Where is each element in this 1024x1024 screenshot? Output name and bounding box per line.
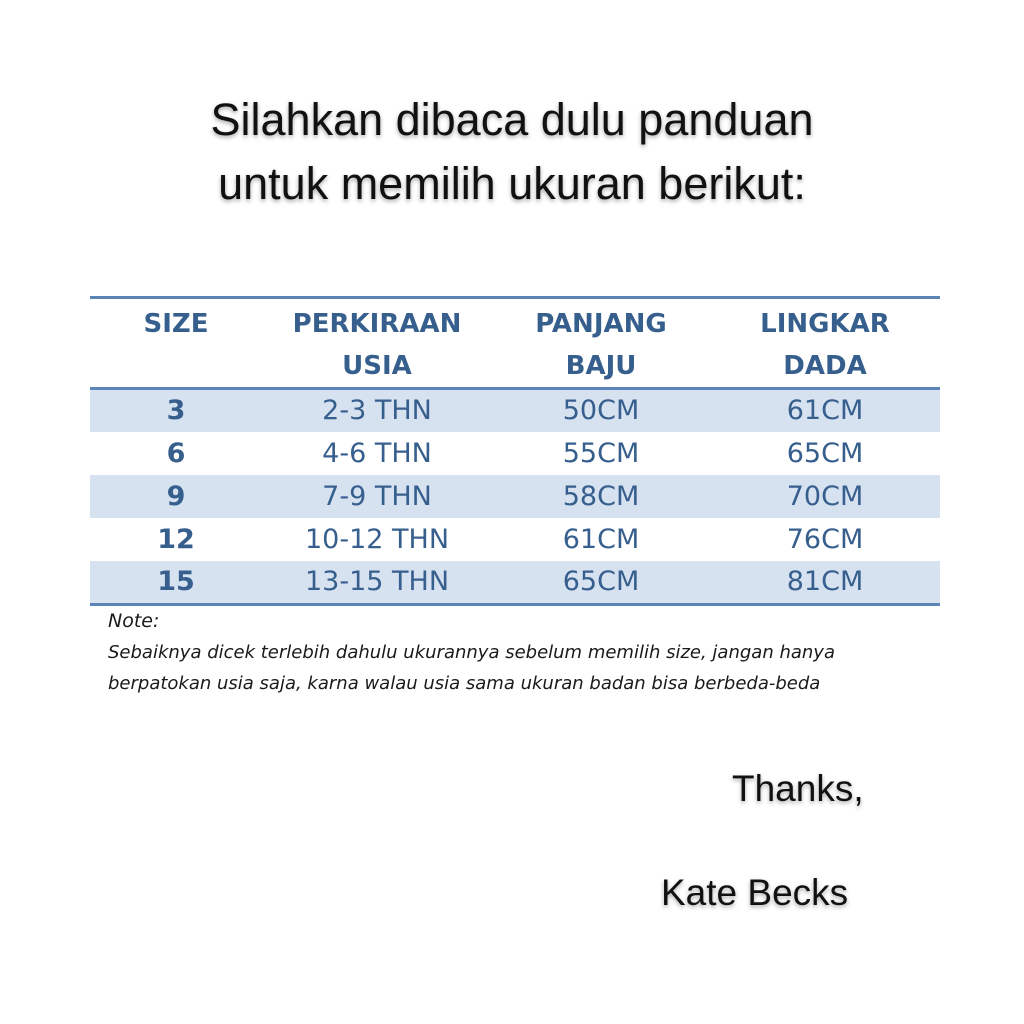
note-label: Note: <box>108 610 160 632</box>
cell-size: 6 <box>166 437 186 469</box>
table-row <box>90 389 940 433</box>
header-age-line-1: PERKIRAAN <box>292 309 462 339</box>
header-chest-line-1: LINGKAR <box>760 309 890 339</box>
cell-chest: 81CM <box>786 566 864 597</box>
cell-age: 7-9 THN <box>322 480 432 512</box>
size-chart <box>90 296 940 606</box>
cell-length: 61CM <box>562 523 640 555</box>
table-row <box>90 561 940 605</box>
cell-length: 58CM <box>562 480 640 512</box>
header-age-line-2: USIA <box>342 351 412 381</box>
header-length-line-2: BAJU <box>565 351 637 381</box>
header-size-line-1: SIZE <box>143 309 209 339</box>
note-line-2: berpatokan usia saja, karna walau usia sama ukuran badan bisa berbeda-beda <box>108 673 821 694</box>
thanks-text: Thanks, <box>732 768 864 809</box>
cell-size: 15 <box>157 566 195 597</box>
header-length <box>492 298 710 389</box>
table-row <box>90 475 940 518</box>
cell-age: 4-6 THN <box>322 437 432 469</box>
cell-chest: 70CM <box>786 480 864 512</box>
signature-text: Kate Becks <box>661 872 849 913</box>
cell-chest: 61CM <box>786 395 864 426</box>
cell-size: 9 <box>166 480 186 512</box>
table-row <box>90 432 940 475</box>
header-size <box>90 298 262 389</box>
heading-line-1: Silahkan dibaca dulu panduan <box>210 94 814 145</box>
cell-length: 50CM <box>562 395 640 426</box>
cell-age: 10-12 THN <box>304 523 450 555</box>
header-length-line-1: PANJANG <box>535 309 667 339</box>
size-note <box>108 606 938 699</box>
page-heading <box>0 88 1024 216</box>
cell-age: 13-15 THN <box>304 566 450 597</box>
table-header-row <box>90 298 940 389</box>
cell-chest: 76CM <box>786 523 864 555</box>
header-chest <box>710 298 940 389</box>
header-chest-line-2: DADA <box>783 351 867 381</box>
cell-size: 12 <box>157 523 195 555</box>
heading-line-2: untuk memilih ukuran berikut: <box>218 158 806 209</box>
cell-length: 65CM <box>562 566 640 597</box>
cell-length: 55CM <box>562 437 640 469</box>
header-age <box>262 298 492 389</box>
cell-size: 3 <box>166 395 186 426</box>
note-line-1: Sebaiknya dicek terlebih dahulu ukurannya sebelum memilih size, jangan hanya <box>108 642 835 663</box>
size-table <box>90 296 940 606</box>
table-row <box>90 518 940 561</box>
cell-age: 2-3 THN <box>322 395 432 426</box>
cell-chest: 65CM <box>786 437 864 469</box>
